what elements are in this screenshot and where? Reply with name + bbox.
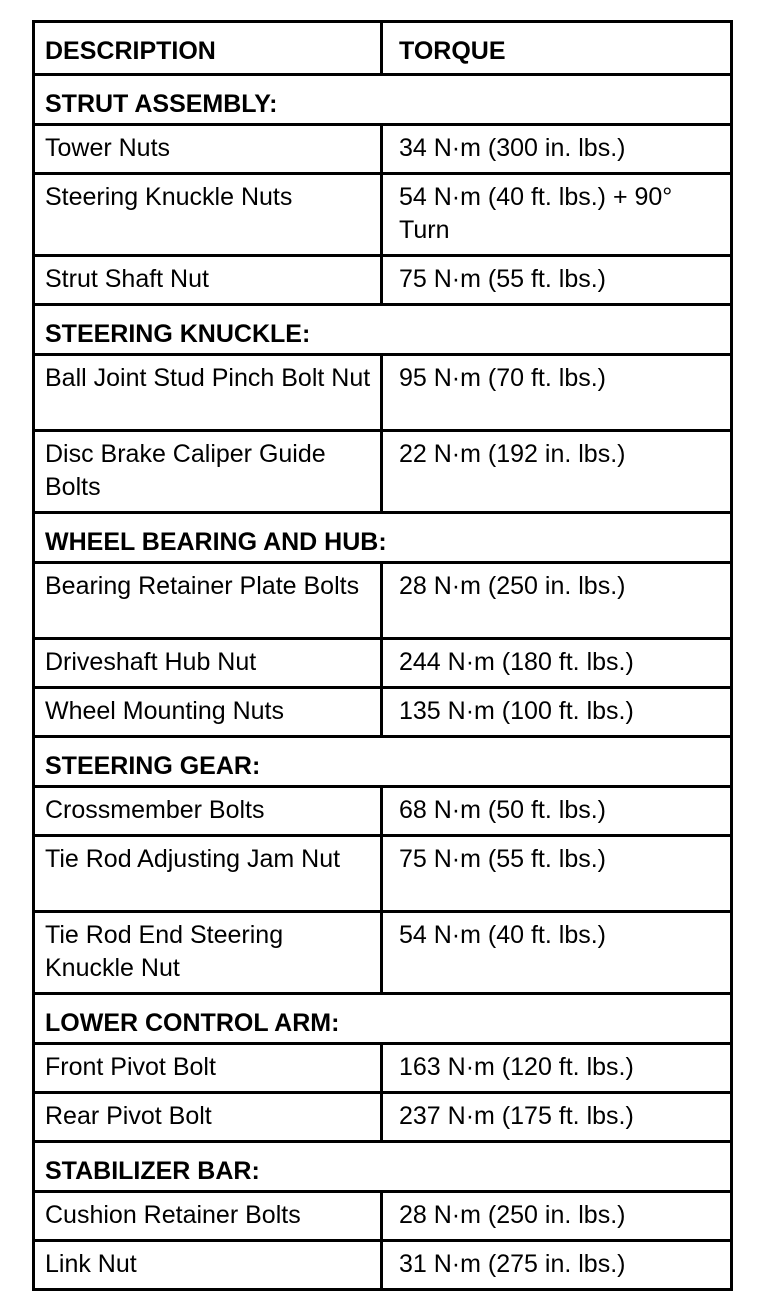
table-row	[34, 355, 732, 431]
section-row-wheel-bearing-and-hub	[34, 513, 732, 563]
torque-specification-table	[32, 20, 733, 1291]
torque-cell: 22 N·m (192 in. lbs.)	[382, 431, 732, 513]
torque-cell: 75 N·m (55 ft. lbs.)	[382, 256, 732, 305]
section-title: LOWER CONTROL ARM:	[34, 994, 732, 1044]
torque-cell: 95 N·m (70 ft. lbs.)	[382, 355, 732, 431]
torque-cell: 54 N·m (40 ft. lbs.) + 90° Turn	[382, 174, 732, 256]
description-cell: Tower Nuts	[34, 125, 382, 174]
torque-cell: 28 N·m (250 in. lbs.)	[382, 1192, 732, 1241]
table-row	[34, 1192, 732, 1241]
description-cell: Cushion Retainer Bolts	[34, 1192, 382, 1241]
torque-column-header: TORQUE	[382, 22, 732, 75]
description-cell: Steering Knuckle Nuts	[34, 174, 382, 256]
table-row	[34, 912, 732, 994]
section-row-strut-assembly	[34, 75, 732, 125]
section-row-steering-gear	[34, 737, 732, 787]
section-title: STABILIZER BAR:	[34, 1142, 732, 1192]
section-title: WHEEL BEARING AND HUB:	[34, 513, 732, 563]
header-row	[34, 22, 732, 75]
description-cell: Disc Brake Caliper Guide Bolts	[34, 431, 382, 513]
table-row	[34, 1044, 732, 1093]
section-title: STRUT ASSEMBLY:	[34, 75, 732, 125]
section-row-stabilizer-bar	[34, 1142, 732, 1192]
torque-cell: 28 N·m (250 in. lbs.)	[382, 563, 732, 639]
table-row	[34, 431, 732, 513]
table-row	[34, 256, 732, 305]
description-column-header: DESCRIPTION	[34, 22, 382, 75]
table-row	[34, 787, 732, 836]
description-cell: Front Pivot Bolt	[34, 1044, 382, 1093]
table-row	[34, 688, 732, 737]
table-row	[34, 125, 732, 174]
table-row	[34, 639, 732, 688]
description-cell: Link Nut	[34, 1241, 382, 1290]
description-cell: Rear Pivot Bolt	[34, 1093, 382, 1142]
torque-cell: 135 N·m (100 ft. lbs.)	[382, 688, 732, 737]
table-row	[34, 563, 732, 639]
torque-cell: 237 N·m (175 ft. lbs.)	[382, 1093, 732, 1142]
table-row	[34, 836, 732, 912]
table-row	[34, 1241, 732, 1290]
section-title: STEERING KNUCKLE:	[34, 305, 732, 355]
torque-cell: 34 N·m (300 in. lbs.)	[382, 125, 732, 174]
table-row	[34, 1093, 732, 1142]
torque-cell: 163 N·m (120 ft. lbs.)	[382, 1044, 732, 1093]
torque-cell: 75 N·m (55 ft. lbs.)	[382, 836, 732, 912]
description-cell: Ball Joint Stud Pinch Bolt Nut	[34, 355, 382, 431]
description-cell: Strut Shaft Nut	[34, 256, 382, 305]
table-row	[34, 174, 732, 256]
section-title: STEERING GEAR:	[34, 737, 732, 787]
torque-cell: 31 N·m (275 in. lbs.)	[382, 1241, 732, 1290]
section-row-lower-control-arm	[34, 994, 732, 1044]
description-cell: Driveshaft Hub Nut	[34, 639, 382, 688]
section-row-steering-knuckle	[34, 305, 732, 355]
description-cell: Crossmember Bolts	[34, 787, 382, 836]
torque-cell: 54 N·m (40 ft. lbs.)	[382, 912, 732, 994]
description-cell: Tie Rod End Steering Knuckle Nut	[34, 912, 382, 994]
torque-cell: 244 N·m (180 ft. lbs.)	[382, 639, 732, 688]
description-cell: Wheel Mounting Nuts	[34, 688, 382, 737]
description-cell: Bearing Retainer Plate Bolts	[34, 563, 382, 639]
description-cell: Tie Rod Adjusting Jam Nut	[34, 836, 382, 912]
torque-cell: 68 N·m (50 ft. lbs.)	[382, 787, 732, 836]
